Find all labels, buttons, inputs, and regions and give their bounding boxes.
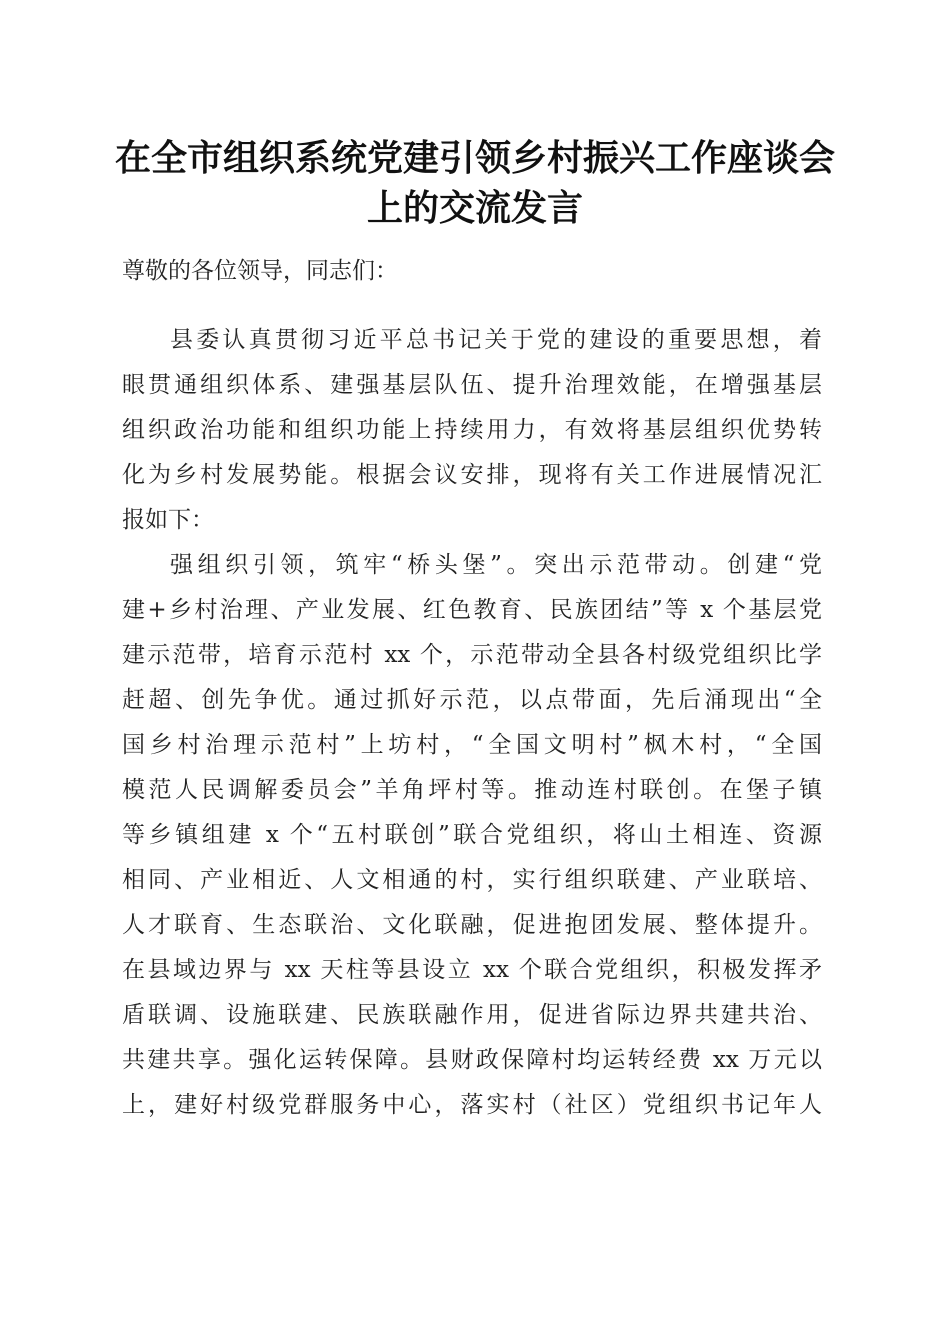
body-line: 国乡村治理示范村”上坊村，“全国文明村”枫木村，“全国 xyxy=(122,732,822,758)
body-line: 强组织引领，筑牢“桥头堡”。突出示范带动。创建“党 xyxy=(170,552,822,578)
body-line: 盾联调、设施联建、民族联融作用，促进省际边界共建共治、 xyxy=(122,1002,822,1028)
document-title-line-1: 在全市组织系统党建引领乡村振兴工作座谈会 xyxy=(114,137,835,179)
body-line: 眼贯通组织体系、建强基层队伍、提升治理效能，在增强基层 xyxy=(122,372,822,398)
body-line: 县委认真贯彻习近平总书记关于党的建设的重要思想，着 xyxy=(170,327,822,353)
body-line: 模范人民调解委员会”羊角坪村等。推动连村联创。在堡子镇 xyxy=(122,777,822,803)
body-line: 人才联育、生态联治、文化联融，促进抱团发展、整体提升。 xyxy=(122,912,822,938)
body-line: 共建共享。强化运转保障。县财政保障村均运转经费 xx 万元以 xyxy=(122,1047,822,1073)
body-line: 在县域边界与 xx 天柱等县设立 xx 个联合党组织，积极发挥矛 xyxy=(122,957,822,983)
document-title-line-2: 上的交流发言 xyxy=(366,187,583,229)
body-line: 报如下： xyxy=(122,507,214,533)
body-line: 上，建好村级党群服务中心，落实村（社区）党组织书记年人 xyxy=(122,1092,822,1118)
body-line: 建示范带，培育示范村 xx 个，示范带动全县各村级党组织比学 xyxy=(122,642,822,668)
body-line: 相同、产业相近、人文相通的村，实行组织联建、产业联培、 xyxy=(122,867,822,893)
body-line: 赶超、创先争优。通过抓好示范，以点带面，先后涌现出“全 xyxy=(122,687,822,713)
body-line: 建+乡村治理、产业发展、红色教育、民族团结”等 x 个基层党 xyxy=(122,597,822,623)
salutation: 尊敬的各位领导，同志们： xyxy=(122,258,398,284)
body-line: 化为乡村发展势能。根据会议安排，现将有关工作进展情况汇 xyxy=(122,462,822,488)
body-line: 组织政治功能和组织功能上持续用力，有效将基层组织优势转 xyxy=(122,417,822,443)
body-line: 等乡镇组建 x 个“五村联创”联合党组织，将山土相连、资源 xyxy=(122,822,822,848)
